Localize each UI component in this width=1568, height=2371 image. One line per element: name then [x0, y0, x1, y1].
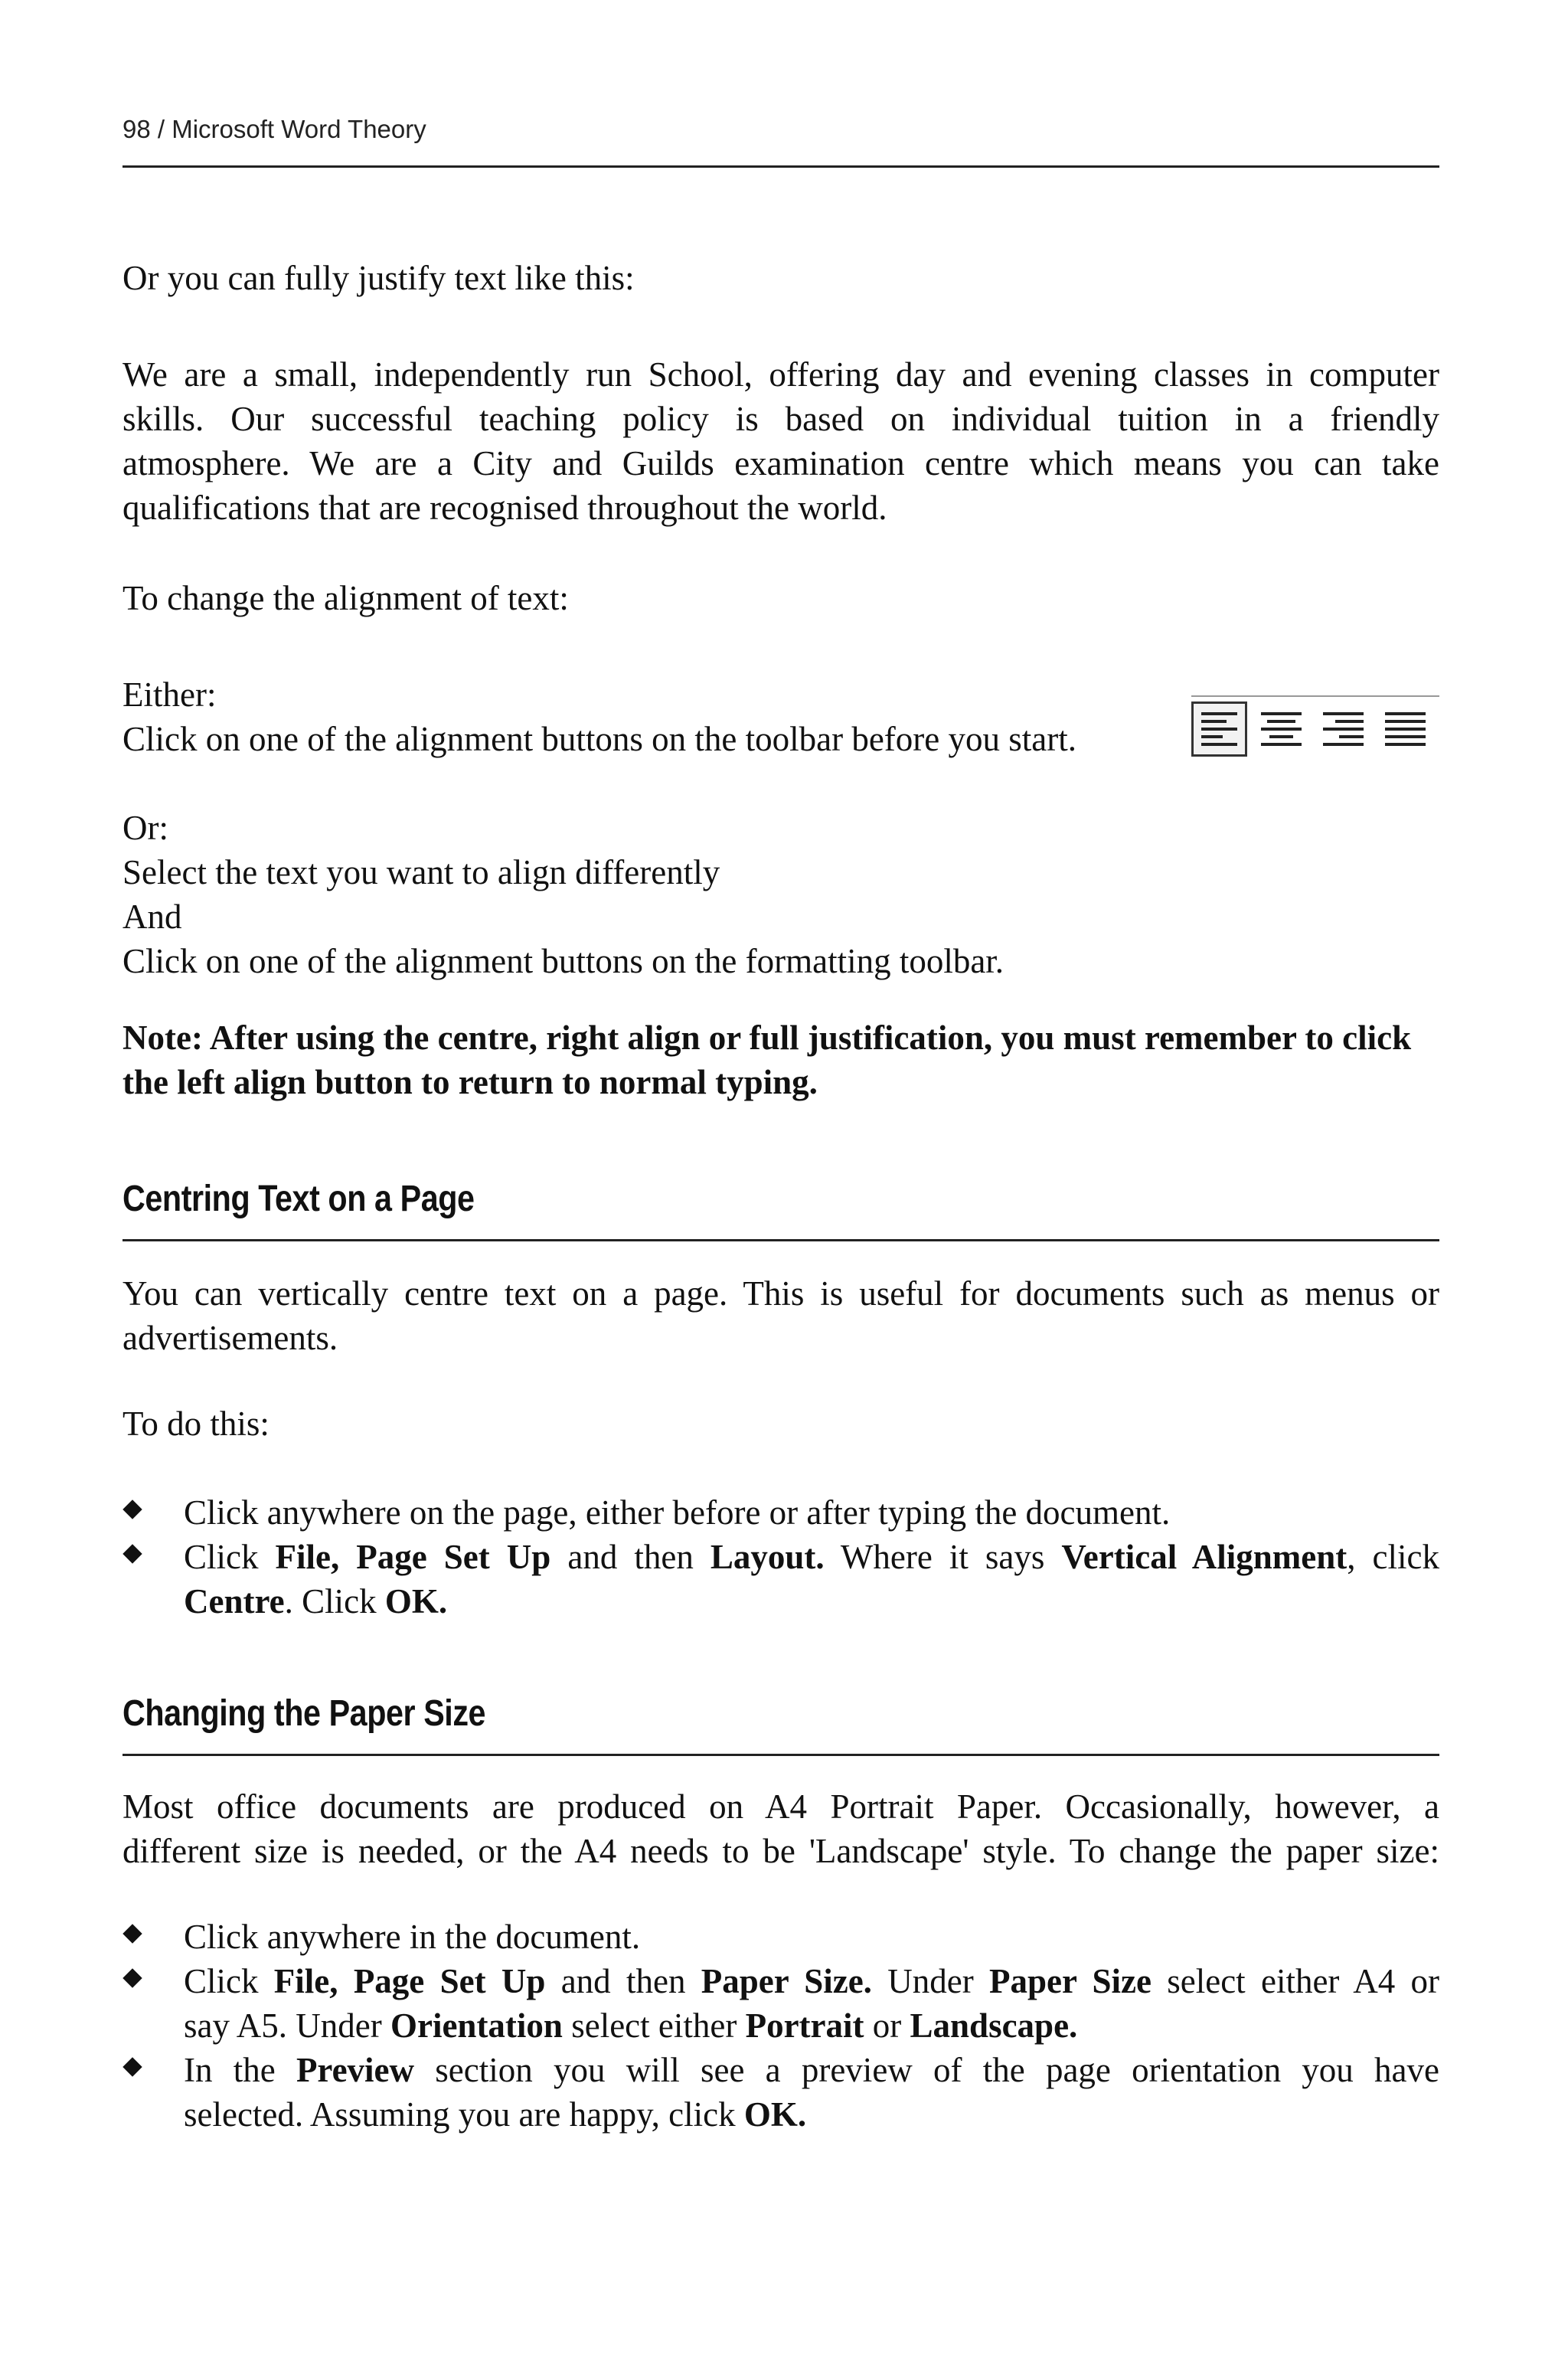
list-item — [122, 1535, 1439, 1624]
or-step-2: Click on one of the alignment buttons on the formatting toolbar. — [122, 942, 1004, 980]
justified-example — [122, 352, 1439, 530]
align-left-icon — [1191, 701, 1247, 757]
change-alignment-intro: To change the alignment of text: — [122, 579, 569, 617]
centring-paragraph — [122, 1271, 1439, 1360]
example-line-4: qualifications that are recognised throughout the world. — [122, 489, 887, 527]
paper-para-line-2: different size is needed, or the A4 needs to be 'Landscape' style. To change the paper size: — [122, 1832, 1439, 1870]
either-label: Either: — [122, 675, 217, 714]
section-rule-paper-size — [122, 1754, 1439, 1756]
alignment-toolbar — [1191, 695, 1439, 761]
or-and: And — [122, 898, 182, 936]
diamond-bullet-icon — [122, 1968, 142, 1987]
example-line-2: skills. Our successful teaching policy is based on individual tuition in a friendly — [122, 400, 1439, 438]
centring-step-2-line-2: Centre. Click OK. — [184, 1582, 448, 1620]
or-label: Or: — [122, 809, 168, 847]
example-line-1: We are a small, independently run School, offering day and evening classes in computer — [122, 355, 1439, 394]
paper-step-2-line-1: Click File, Page Set Up and then Paper Size. Under Paper Size select either A4 or — [184, 1962, 1440, 2000]
paper-steps — [122, 1915, 1439, 2137]
diamond-bullet-icon — [122, 1544, 142, 1563]
diamond-bullet-icon — [122, 1499, 142, 1519]
note-line-2: the left align button to return to normal typing. — [122, 1063, 818, 1101]
paper-para-line-1: Most office documents are produced on A4 Portrait Paper. Occasionally, however, a — [122, 1787, 1439, 1826]
or-block — [122, 806, 1439, 983]
or-step-1: Select the text you want to align differently — [122, 853, 720, 891]
list-item: Click anywhere in the document. — [122, 1915, 1439, 1959]
align-center-icon — [1253, 701, 1309, 757]
paper-paragraph — [122, 1784, 1439, 1873]
header-rule — [122, 165, 1439, 168]
centring-para-line-1: You can vertically centre text on a page. This is useful for documents such as menus or — [122, 1274, 1439, 1313]
paper-step-2-line-2: say A5. Under Orientation select either Portrait or Landscape. — [184, 2006, 1078, 2045]
note-line-1: Note: After using the centre, right align or full justification, you must remember to click — [122, 1019, 1412, 1057]
section-title-centring: Centring Text on a Page — [122, 1179, 475, 1219]
paper-step-3-line-2: selected. Assuming you are happy, click OK. — [184, 2095, 807, 2134]
list-item: Click anywhere on the page, either before or after typing the document. — [122, 1490, 1439, 1535]
diamond-bullet-icon — [122, 1924, 142, 1943]
note — [122, 1015, 1439, 1104]
diamond-bullet-icon — [122, 2057, 142, 2076]
align-right-icon — [1315, 701, 1371, 757]
centring-step-2-line-1: Click File, Page Set Up and then Layout. Where it says Vertical Alignment, click — [184, 1538, 1440, 1576]
justify-intro: Or you can fully justify text like this: — [122, 259, 635, 297]
justify-icon — [1377, 701, 1433, 757]
centring-to-do: To do this: — [122, 1405, 270, 1443]
list-item — [122, 1959, 1439, 2048]
example-line-3: atmosphere. We are a City and Guilds examination centre which means you can take — [122, 444, 1439, 482]
centring-para-line-2: advertisements. — [122, 1319, 338, 1357]
section-rule-centring — [122, 1239, 1439, 1241]
list-item — [122, 2048, 1439, 2137]
paper-step-3-line-1: In the Preview section you will see a preview of the page orientation you have — [184, 2051, 1439, 2089]
centring-steps — [122, 1490, 1439, 1624]
section-title-paper-size: Changing the Paper Size — [122, 1693, 486, 1734]
running-head: 98 / Microsoft Word Theory — [122, 115, 426, 143]
either-step: Click on one of the alignment buttons on the toolbar before you start. — [122, 720, 1076, 758]
